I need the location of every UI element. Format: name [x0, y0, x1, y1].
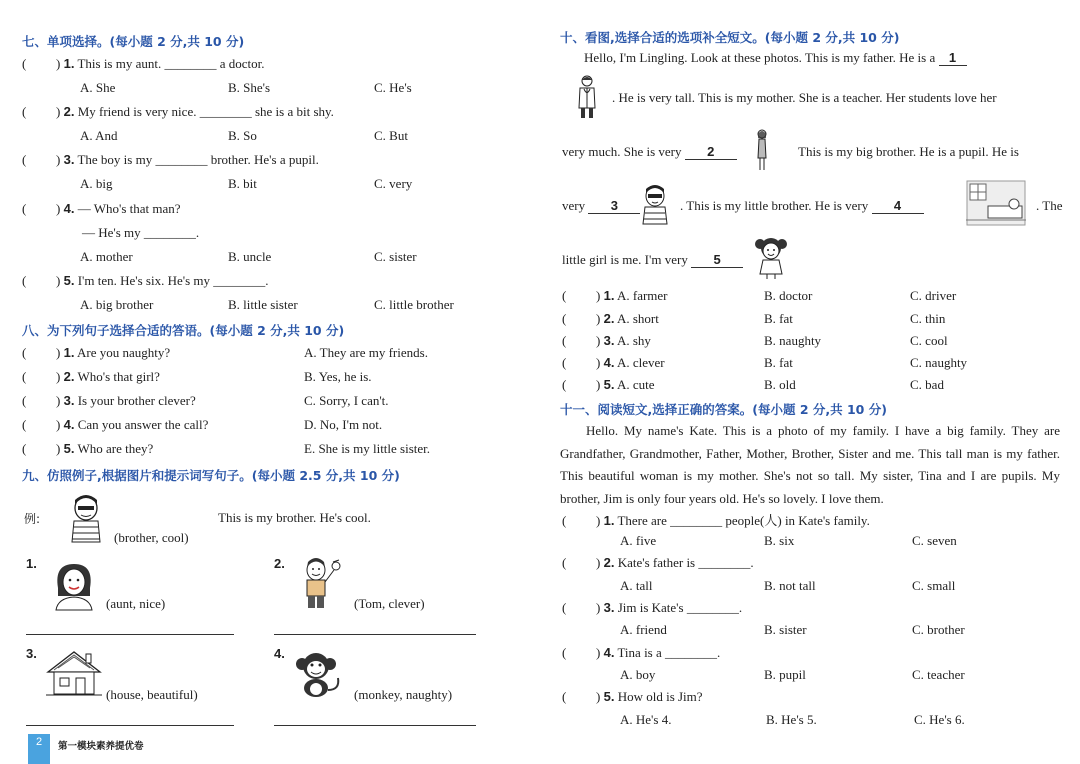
s10-passage-line4a: very 3: [562, 198, 640, 214]
s11-q3-b: B. sister: [764, 622, 807, 637]
clever-boy-icon: [298, 556, 344, 610]
s11-passage: Hello. My name's Kate. This is a photo of my family. I have a big family. They are Grandfather, Grandmother, Father, Mother, Brother, Sister and me. This tall man is my father. This beautiful woman is my mother. She's not so tall. My sister, Tina and I are pupils. My brother, Jim is only four years old. He's so lovely. I love them.: [560, 423, 1060, 506]
s9-item4-hint: (monkey, naughty): [354, 687, 453, 702]
s7-q3: ( ) 3. The boy is my ________ brother. He's a pupil.: [22, 152, 319, 167]
s10-q4: ( ) 4. A. clever: [562, 355, 665, 370]
s11-q2-b: B. not tall: [764, 578, 816, 593]
s7-q4: ( ) 4. — Who's that man?: [22, 201, 181, 216]
s10-blank3: 3: [588, 198, 640, 214]
example-sentence: This is my brother. He's cool.: [218, 510, 371, 525]
s7-q4-a: A. mother: [80, 249, 133, 264]
s7-q4-line2: — He's my ________.: [82, 225, 200, 240]
s9-item2-answer-line[interactable]: [274, 634, 476, 635]
s8-q1: ( ) 1. Are you naughty?: [22, 345, 171, 360]
s10-q2-c: C. thin: [910, 311, 946, 326]
s11-q4-c: C. teacher: [912, 667, 965, 682]
example-label: 例:: [24, 512, 41, 526]
s7-q5-b: B. little sister: [228, 297, 298, 312]
s9-item1-hint: (aunt, nice): [106, 596, 166, 611]
s10-q1-b: B. doctor: [764, 288, 813, 303]
s7-q1-a: A. She: [80, 80, 116, 95]
s11-q4-a: A. boy: [620, 667, 656, 682]
s11-q2: ( ) 2. Kate's father is ________.: [562, 555, 754, 570]
s7-q1: ( ) 1. This is my aunt. ________ a doctor.: [22, 56, 265, 71]
s8-ans-e: E. She is my little sister.: [304, 441, 431, 456]
s11-q1-b: B. six: [764, 533, 795, 548]
s11-q4: ( ) 4. Tina is a ________.: [562, 645, 721, 660]
s7-q3-a: A. big: [80, 176, 113, 191]
s10-q5: ( ) 5. A. cute: [562, 377, 655, 392]
s9-item2-number: 2.: [274, 556, 285, 571]
s9-item3-answer-line[interactable]: [26, 725, 234, 726]
s10-q2: ( ) 2. A. short: [562, 311, 659, 326]
s11-q5-c: C. He's 6.: [914, 712, 965, 727]
s10-q2-b: B. fat: [764, 311, 793, 326]
s8-ans-d: D. No, I'm not.: [304, 417, 383, 432]
section-7-title: 七、单项选择。(每小题 2 分,共 10 分): [22, 34, 245, 49]
s8-q3: ( ) 3. Is your brother clever?: [22, 393, 196, 408]
s7-q2-c: C. But: [374, 128, 408, 143]
thin-woman-icon: [752, 128, 772, 172]
s10-passage-line5: little girl is me. I'm very 5: [562, 252, 743, 268]
s10-q4-b: B. fat: [764, 355, 793, 370]
s10-passage-line1: Hello, I'm Lingling. Look at these photos. This is my father. He is a 1: [584, 50, 967, 66]
s7-q2-b: B. So: [228, 128, 257, 143]
s10-q1-c: C. driver: [910, 288, 957, 303]
s8-q2: ( ) 2. Who's that girl?: [22, 369, 160, 384]
s11-q1-a: A. five: [620, 533, 657, 548]
section-11-title: 十一、阅读短文,选择正确的答案。(每小题 2 分,共 10 分): [560, 402, 887, 417]
s9-item3-number: 3.: [26, 646, 37, 661]
footer-title: 第一模块素养提优卷: [58, 741, 144, 752]
s9-item1-number: 1.: [26, 556, 37, 571]
aunt-icon: [50, 560, 98, 612]
cool-boy-icon: [66, 494, 106, 544]
s8-ans-a: A. They are my friends.: [304, 345, 428, 360]
s10-q1: ( ) 1. A. farmer: [562, 288, 668, 303]
s11-q2-c: C. small: [912, 578, 956, 593]
s7-q2-a: A. And: [80, 128, 118, 143]
s9-item1-answer-line[interactable]: [26, 634, 234, 635]
s10-q4-c: C. naughty: [910, 355, 968, 370]
s11-q5-a: A. He's 4.: [620, 712, 672, 727]
s10-passage-line4b: . This is my little brother. He is very 4: [680, 198, 924, 214]
s8-q5: ( ) 5. Who are they?: [22, 441, 154, 456]
s7-q5: ( ) 5. I'm ten. He's six. He's my ________.: [22, 273, 269, 288]
s10-q5-c: C. bad: [910, 377, 944, 392]
s11-q3: ( ) 3. Jim is Kate's ________.: [562, 600, 743, 615]
page-number-tab: 2: [28, 734, 50, 764]
s11-q3-a: A. friend: [620, 622, 667, 637]
section-8-title: 八、为下列句子选择合适的答语。(每小题 2 分,共 10 分): [22, 323, 345, 338]
s9-item2-hint: (Tom, clever): [354, 596, 425, 611]
s11-q5: ( ) 5. How old is Jim?: [562, 689, 703, 704]
s9-item3-hint: (house, beautiful): [106, 687, 198, 702]
s8-q4: ( ) 4. Can you answer the call?: [22, 417, 209, 432]
s7-q2: ( ) 2. My friend is very nice. ________ she is a bit shy.: [22, 104, 334, 119]
s10-blank1: 1: [939, 50, 967, 66]
s11-q1-c: C. seven: [912, 533, 957, 548]
s11-q4-b: B. pupil: [764, 667, 806, 682]
monkey-icon: [292, 650, 344, 698]
example-hint: (brother, cool): [114, 530, 189, 545]
s7-q5-c: C. little brother: [374, 297, 454, 312]
s7-q4-b: B. uncle: [228, 249, 272, 264]
s10-blank5: 5: [691, 252, 743, 268]
s10-blank2: 2: [685, 144, 737, 160]
s7-q3-b: B. bit: [228, 176, 257, 191]
s7-q5-a: A. big brother: [80, 297, 154, 312]
s8-ans-c: C. Sorry, I can't.: [304, 393, 389, 408]
s10-blank4: 4: [872, 198, 924, 214]
s10-passage-line3a: very much. She is very 2: [562, 144, 737, 160]
s7-q4-c: C. sister: [374, 249, 417, 264]
s10-q3-c: C. cool: [910, 333, 948, 348]
house-icon: [46, 648, 102, 698]
s10-passage-line3b: This is my big brother. He is a pupil. He is: [798, 144, 1019, 159]
s9-item4-number: 4.: [274, 646, 285, 661]
s11-q1: ( ) 1. There are ________ people(人) in Kate's family.: [562, 513, 870, 528]
s7-q1-b: B. She's: [228, 80, 271, 95]
s11-q2-a: A. tall: [620, 578, 653, 593]
s11-q3-c: C. brother: [912, 622, 965, 637]
s11-q5-b: B. He's 5.: [766, 712, 817, 727]
s10-passage-line2: . He is very tall. This is my mother. She is a teacher. Her students love her: [612, 90, 997, 105]
cute-girl-icon: [754, 234, 788, 280]
s7-q1-c: C. He's: [374, 80, 412, 95]
s7-q3-c: C. very: [374, 176, 413, 191]
s9-item4-answer-line[interactable]: [274, 725, 476, 726]
s10-q5-b: B. old: [764, 377, 796, 392]
section-10-title: 十、看图,选择合适的选项补全短文。(每小题 2 分,共 10 分): [560, 30, 900, 45]
bedroom-scene-icon: [966, 180, 1026, 226]
s8-ans-b: B. Yes, he is.: [304, 369, 372, 384]
s10-passage-line4c: . The: [1036, 198, 1063, 213]
doctor-icon: [576, 74, 598, 120]
cool-brother-icon: [640, 184, 670, 226]
s10-q3: ( ) 3. A. shy: [562, 333, 651, 348]
s10-q3-b: B. naughty: [764, 333, 822, 348]
section-9-title: 九、仿照例子,根据图片和提示词写句子。(每小题 2.5 分,共 10 分): [22, 468, 400, 483]
